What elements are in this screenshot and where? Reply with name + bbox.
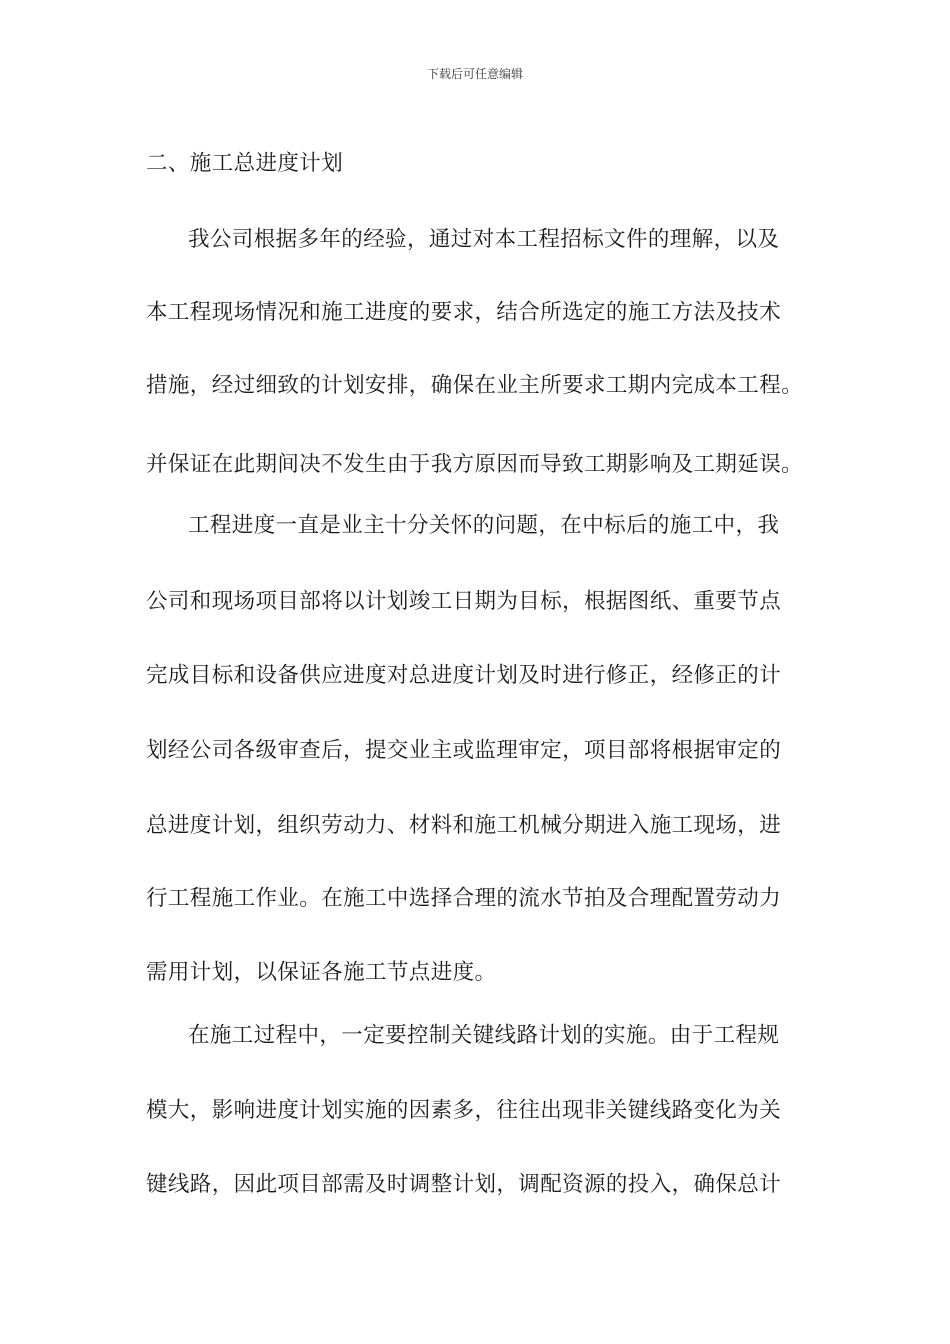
paragraph-2-line-3: 完成目标和设备供应进度对总进度计划及时进行修正，经修正的计 — [146, 663, 782, 688]
paragraph-2-line-6: 行工程施工作业。在施工中选择合理的流水节拍及合理配置劳动力 — [146, 886, 782, 911]
paragraph-1-line-3: 措施，经过细致的计划安排，确保在业主所要求工期内完成本工程。 — [146, 373, 804, 398]
paragraph-2-line-1: 工程进度一直是业主十分关怀的问题，在中标后的施工中，我 — [188, 513, 780, 538]
paragraph-1-line-4: 并保证在此期间决不发生由于我方原因而导致工期影响及工期延误。 — [146, 452, 804, 477]
paragraph-3-line-1: 在施工过程中，一定要控制关键线路计划的实施。由于工程规 — [188, 1023, 780, 1048]
page-header: 下载后可任意编辑 — [426, 67, 523, 81]
paragraph-1-line-2: 本工程现场情况和施工进度的要求，结合所选定的施工方法及技术 — [146, 300, 782, 325]
section-title: 二、施工总进度计划 — [146, 151, 344, 176]
paragraph-2-line-4: 划经公司各级审查后，提交业主或监理审定，项目部将根据审定的 — [146, 738, 782, 763]
paragraph-2-line-2: 公司和现场项目部将以计划竣工日期为目标，根据图纸、重要节点 — [146, 589, 782, 614]
paragraph-2-line-7: 需用计划，以保证各施工节点进度。 — [146, 960, 497, 985]
paragraph-1-line-1: 我公司根据多年的经验，通过对本工程招标文件的理解，以及 — [188, 227, 780, 252]
paragraph-3-line-3: 键线路，因此项目部需及时调整计划，调配资源的投入，确保总计 — [146, 1172, 782, 1197]
paragraph-3-line-2: 模大，影响进度计划实施的因素多，往往出现非关键线路变化为关 — [146, 1098, 782, 1123]
paragraph-2-line-5: 总进度计划，组织劳动力、材料和施工机械分期进入施工现场，进 — [146, 813, 782, 838]
